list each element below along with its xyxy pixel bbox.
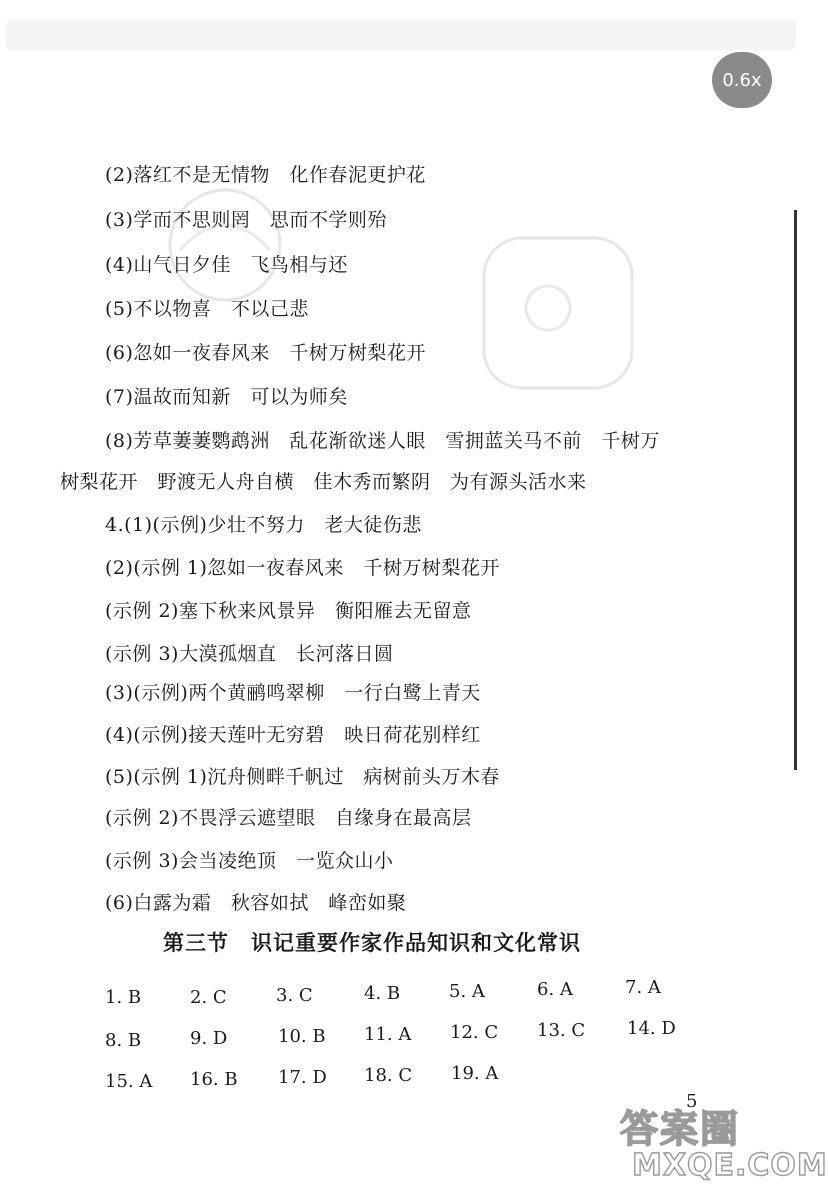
choice-answer: 15. A	[105, 1071, 153, 1092]
choice-answer: 5. A	[449, 981, 485, 1002]
choice-answer: 11. A	[364, 1024, 412, 1045]
answer-line: (示例 2)不畏浮云遮望眼 自缘身在最高层	[105, 807, 472, 829]
answer-line: 树梨花开 野渡无人舟自横 佳木秀而繁阴 为有源头活水来	[60, 471, 587, 493]
answer-line: (3)(示例)两个黄鹂鸣翠柳 一行白鹭上青天	[105, 682, 481, 704]
choice-answer: 6. A	[537, 979, 573, 1000]
choice-answer: 1. B	[105, 987, 142, 1008]
answer-line: (4)山气日夕佳 飞鸟相与还	[105, 254, 348, 276]
page-edge-shadow	[794, 210, 797, 770]
answer-line: (6)忽如一夜春风来 千树万树梨花开	[105, 342, 426, 364]
answer-line: (8)芳草萋萋鹦鹉洲 乱花渐欲迷人眼 雪拥蓝关马不前 千树万	[105, 430, 660, 452]
answer-line: (5)不以物喜 不以己悲	[105, 298, 309, 320]
answer-line: 4.(1)(示例)少壮不努力 老大徒伤悲	[105, 514, 422, 536]
choice-answer: 3. C	[276, 985, 313, 1006]
choice-answer: 17. D	[278, 1067, 327, 1088]
choice-answer: 10. B	[278, 1026, 326, 1047]
section-title: 第三节 识记重要作家作品知识和文化常识	[163, 931, 581, 955]
choice-answer: 14. D	[627, 1018, 676, 1039]
choice-answer: 9. D	[190, 1028, 228, 1049]
answer-line: (示例 2)塞下秋来风景异 衡阳雁去无留意	[105, 600, 472, 622]
watermark-brand: 答案圈	[620, 1107, 741, 1151]
choice-answer: 13. C	[537, 1020, 586, 1041]
answer-line: (2)(示例 1)忽如一夜春风来 千树万树梨花开	[105, 557, 500, 579]
top-toolbar	[6, 20, 796, 50]
choice-answer: 7. A	[625, 977, 661, 998]
playback-speed-button[interactable]: 0.6x	[712, 52, 772, 108]
choice-answer: 19. A	[451, 1063, 499, 1084]
choice-answer: 4. B	[364, 983, 401, 1004]
answer-line: (5)(示例 1)沉舟侧畔千帆过 病树前头万木春	[105, 766, 500, 788]
choice-answer: 2. C	[190, 987, 227, 1008]
answer-line: (3)学而不思则罔 思而不学则殆	[105, 209, 387, 231]
answer-line: (示例 3)会当凌绝顶 一览众山小	[105, 850, 394, 872]
answer-line: (6)白露为霜 秋容如拭 峰峦如聚	[105, 892, 407, 914]
answer-line: (示例 3)大漠孤烟直 长河落日圆	[105, 643, 394, 665]
choice-answer: 8. B	[105, 1030, 142, 1051]
choice-answer: 16. B	[190, 1069, 238, 1090]
page-number: 5	[686, 1091, 698, 1112]
answer-line: (7)温故而知新 可以为师矣	[105, 386, 348, 408]
choice-answer: 12. C	[450, 1022, 499, 1043]
answer-line: (4)(示例)接天莲叶无穷碧 映日荷花别样红	[105, 724, 481, 746]
watermark-url: MXQE.COM	[632, 1148, 828, 1183]
choice-answer: 18. C	[364, 1065, 413, 1086]
answer-line: (2)落红不是无情物 化作春泥更护花	[105, 164, 426, 186]
faint-watermark-stamp-right	[478, 228, 638, 398]
